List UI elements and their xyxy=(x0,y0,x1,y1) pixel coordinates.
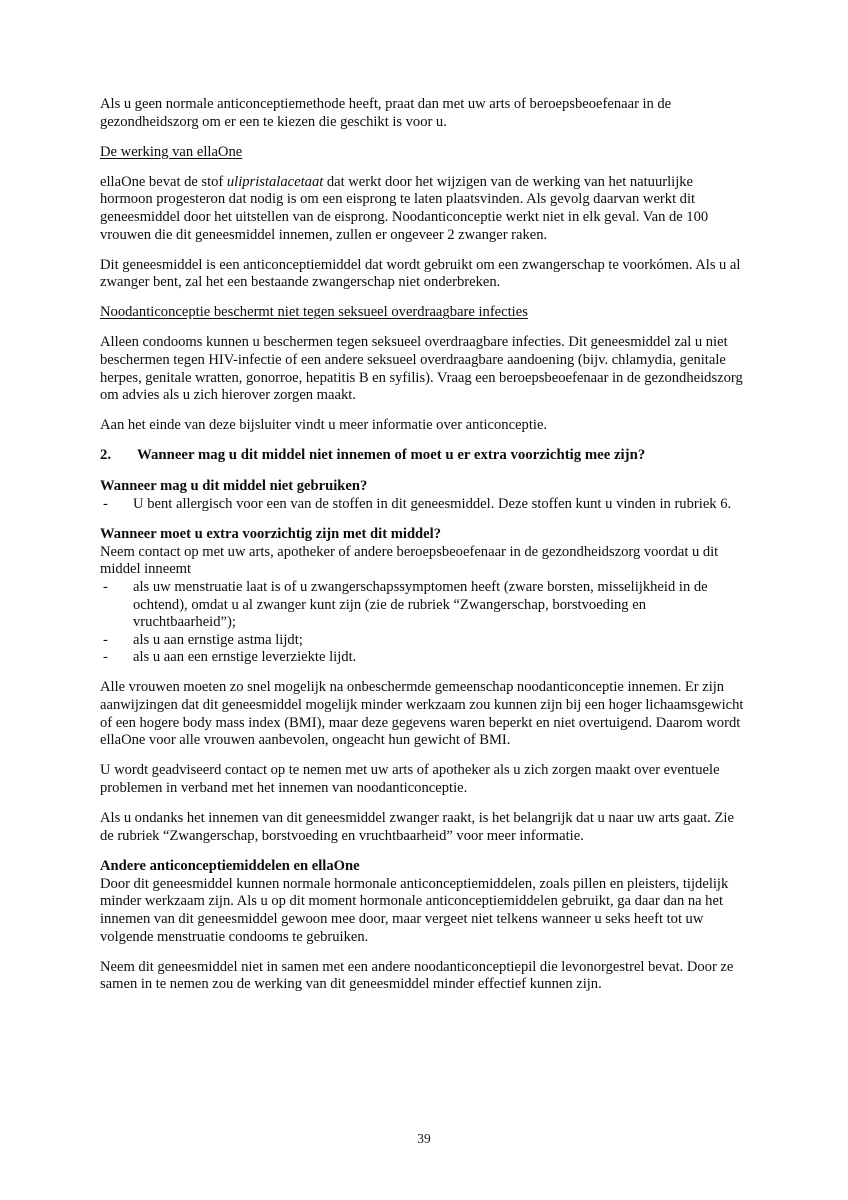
extra-voorzichtig-intro: Neem contact op met uw arts, apotheker of andere beroepsbeoefenaar in de gezondheidszorg voordat u dit middel inneemt xyxy=(100,543,719,578)
list-item-text: U bent allergisch voor een van de stoffen in dit geneesmiddel. Deze stoffen kunt u vinden in rubriek 6. xyxy=(133,495,732,512)
intro-paragraph: Als u geen normale anticonceptiemethode heeft, praat dan met uw arts of beroepsbeoefenaar in de gezondheidszorg om er een te kiezen die geschikt is voor u. xyxy=(100,96,672,130)
section-number: 2. xyxy=(100,447,112,464)
section-title: Wanneer mag u dit middel niet innemen of moet u er extra voorzichtig mee zijn? xyxy=(137,447,646,464)
section-2-heading xyxy=(100,447,748,465)
dash-bullet-icon: - xyxy=(103,649,108,666)
list-item xyxy=(100,649,748,667)
list-item xyxy=(100,496,748,514)
page-number-footer: 39 xyxy=(417,1131,431,1146)
werking-paragraph-2: Dit geneesmiddel is een anticonceptiemiddel dat wordt gebruikt om een zwangerschap te voorkómen. Als u al zwanger bent, zal het een bestaande zwangerschap niet onderbreken. xyxy=(100,256,741,291)
list-item-text: als uw menstruatie laat is of u zwangerschapssymptomen heeft (zware borsten, misselijkheid in de ochtend), omdat u al zwanger kunt zijn (zie de rubriek “Zwangerschap, borstvoeding en vruchtbaarheid”); xyxy=(133,578,708,631)
heading-wanneer-niet-gebruiken: Wanneer mag u dit middel niet gebruiken? xyxy=(100,477,368,494)
active-substance-italic: ulipristalacetaat xyxy=(226,173,324,190)
extra-voorzichtig-list xyxy=(100,579,748,667)
list-item-text: als u aan een ernstige leverziekte lijdt. xyxy=(133,649,357,666)
heading-underline-text: De werking van ellaOne xyxy=(100,143,243,160)
werking-text-before-italic: ellaOne bevat de stof xyxy=(100,173,227,190)
andere-anticonceptie-paragraph-2: Neem dit geneesmiddel niet in samen met een andere noodanticonceptiepil die levonorgestrel bevat. Door ze samen in te nemen zou de werking van dit geneesmiddel minder effectief kunnen zijn. xyxy=(100,958,734,993)
zwangerschap-paragraph: Als u ondanks het innemen van dit geneesmiddel zwanger raakt, is het belangrijk dat u naar uw arts gaat. Zie de rubriek “Zwangerschap, borstvoeding en vruchtbaarheid” voor meer informatie. xyxy=(100,810,734,844)
heading-andere-anticonceptiemiddelen: Andere anticonceptiemiddelen en ellaOne xyxy=(100,857,360,874)
heading-noodanticonceptie-soa xyxy=(100,304,748,322)
werking-paragraph-1 xyxy=(100,174,748,244)
soa-paragraph-2: Aan het einde van deze bijsluiter vindt u meer informatie over anticonceptie. xyxy=(100,417,548,434)
andere-anticonceptie-paragraph-1: Door dit geneesmiddel kunnen normale hormonale anticonceptiemiddelen, zoals pillen en pleisters, tijdelijk minder werkzaam zijn. Als u op dit moment hormonale anticonceptiemiddelen gebruikt, ga daar dan na het innemen van dit geneesmiddel gewoon mee door, maar vergeet niet telkens wanneer u seks heeft tot uw volgende menstruatie condooms te gebruiken. xyxy=(100,875,729,945)
niet-gebruiken-list xyxy=(100,496,748,514)
list-item-text: als u aan ernstige astma lijdt; xyxy=(133,631,303,648)
heading-wanneer-extra-voorzichtig: Wanneer moet u extra voorzichtig zijn met dit middel? xyxy=(100,525,442,542)
advies-paragraph: U wordt geadviseerd contact op te nemen met uw arts of apotheker als u zich zorgen maakt over eventuele problemen in verband met het innemen van noodanticonceptie. xyxy=(100,762,720,796)
page-content xyxy=(100,96,748,994)
dash-bullet-icon: - xyxy=(103,578,108,595)
dash-bullet-icon: - xyxy=(103,631,108,648)
bmi-paragraph: Alle vrouwen moeten zo snel mogelijk na onbeschermde gemeenschap noodanticonceptie innemen. Er zijn aanwijzingen dat dit geneesmiddel mogelijk minder werkzaam zou kunnen zijn bij een hoger lichaamsgewicht of een hogere body mass index (BMI), maar deze gegevens waren beperkt en niet overtuigend. Daarom wordt ellaOne voor alle vrouwen aanbevolen, ongeacht hun gewicht of BMI. xyxy=(100,679,744,749)
heading-de-werking-van-ellaone xyxy=(100,144,748,162)
werking-text-after-italic: dat werkt door het wijzigen van de werking van het natuurlijke hormoon progesteron dat nodig is om een eisprong te laten plaatsvinden. Als gevolg daarvan werkt dit geneesmiddel door het uitstellen van de eisprong. Noodanticonceptie werkt niet in elk geval. Van de 100 vrouwen die dit geneesmiddel innemen, zullen er ongeveer 2 zwanger raken. xyxy=(100,173,709,243)
soa-paragraph-1: Alleen condooms kunnen u beschermen tegen seksueel overdraagbare infecties. Dit geneesmiddel zal u niet beschermen tegen HIV-infectie of een andere seksueel overdraagbare aandoening (bijv. chlamydia, genitale herpes, genitale wratten, gonorroe, hepatitis B en syfilis). Vraag een beroepsbeoefenaar in de gezondheidszorg om advies als u zich hierover zorgen maakt. xyxy=(100,334,743,404)
dash-bullet-icon: - xyxy=(103,495,108,512)
list-item xyxy=(100,632,748,650)
heading-underline-text: Noodanticonceptie beschermt niet tegen seksueel overdraagbare infecties xyxy=(100,304,528,321)
list-item xyxy=(100,579,748,632)
